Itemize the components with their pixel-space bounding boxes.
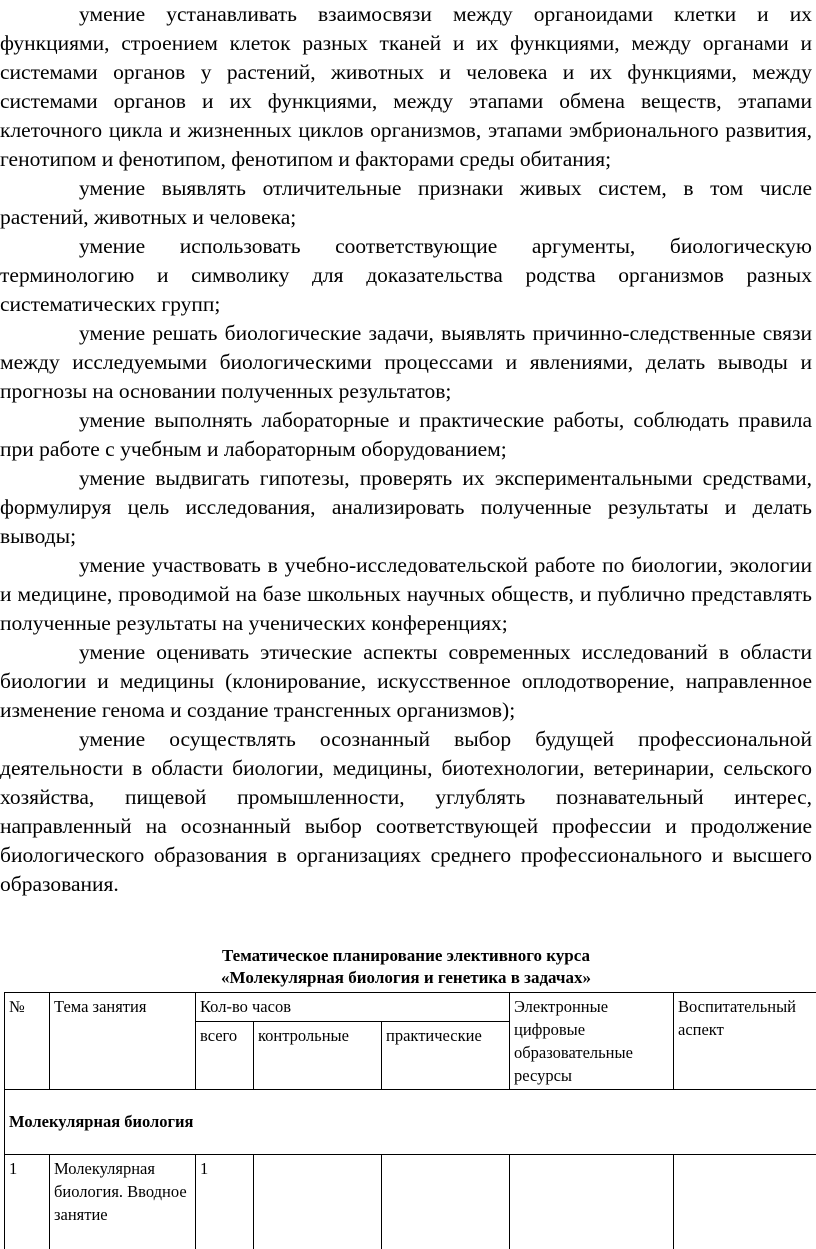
header-educational: Воспитательный аспект xyxy=(674,993,816,1090)
paragraph: умение оценивать этические аспекты современных исследований в области биологии и медицины (клонирование, искусственное оплодотворение, направленное изменение генома и создание трансгенных организмов); xyxy=(0,640,812,722)
row-practical xyxy=(382,1155,510,1249)
header-total: всего xyxy=(196,1022,254,1090)
row-total: 1 xyxy=(196,1155,254,1249)
table-header-row xyxy=(5,993,816,1022)
paragraph: умение выдвигать гипотезы, проверять их экспериментальными средствами, формулируя цель исследования, анализировать полученные результаты и делать выводы; xyxy=(0,466,812,548)
section-title: Молекулярная биология xyxy=(5,1090,816,1155)
paragraph: умение выявлять отличительные признаки живых систем, в том числе растений, животных и человека; xyxy=(0,176,812,229)
thematic-plan-table xyxy=(4,992,816,1249)
row-resources xyxy=(510,1155,674,1249)
table-section-row xyxy=(5,1090,816,1155)
header-resources: Электронные цифровые образовательные ресурсы xyxy=(510,993,674,1090)
paragraph: умение использовать соответствующие аргументы, биологическую терминологию и символику для доказательства родства организмов разных систематических групп; xyxy=(0,234,812,316)
table-row xyxy=(5,1155,816,1249)
header-control: контрольные xyxy=(254,1022,382,1090)
row-number: 1 xyxy=(5,1155,50,1249)
heading-line-1: Тематическое планирование элективного курса xyxy=(221,946,591,965)
header-practical: практические xyxy=(382,1022,510,1090)
row-topic: Молекулярная биология. Вводное занятие xyxy=(50,1155,196,1249)
paragraph: умение устанавливать взаимосвязи между органоидами клетки и их функциями, строением клеток разных тканей и их функциями, между органами и системами органов у растений, животных и человека и их функциями, между системами органов и их функциями, между этапами обмена веществ, этапами клеточного цикла и жизненных циклов организмов, этапами эмбрионального развития, генотипом и фенотипом, фенотипом и факторами среды обитания; xyxy=(0,2,812,171)
row-control xyxy=(254,1155,382,1249)
header-number: № xyxy=(5,993,50,1090)
row-educational xyxy=(674,1155,816,1249)
paragraph: умение участвовать в учебно-исследовательской работе по биологии, экологии и медицине, проводимой на базе школьных научных обществ, и публично представлять полученные результаты на ученических конференциях; xyxy=(0,553,812,635)
paragraph: умение выполнять лабораторные и практические работы, соблюдать правила при работе с учебным и лабораторным оборудованием; xyxy=(0,408,812,461)
header-topic: Тема занятия xyxy=(50,993,196,1090)
header-hours: Кол-во часов xyxy=(196,993,510,1022)
heading-line-2: «Молекулярная биология и генетика в задачах» xyxy=(221,968,591,987)
paragraph: умение решать биологические задачи, выявлять причинно-следственные связи между исследуемыми биологическими процессами и явлениями, делать выводы и прогнозы на основании полученных результатов; xyxy=(0,321,812,403)
section-heading xyxy=(0,945,812,989)
paragraph: умение осуществлять осознанный выбор будущей профессиональной деятельности в области биологии, медицины, биотехнологии, ветеринарии, сельского хозяйства, пищевой промышленности, углублять познавательный интерес, направленный на осознанный выбор соответствующей профессии и продолжение биологического образования в организациях среднего профессионального и высшего образования. xyxy=(0,727,812,896)
